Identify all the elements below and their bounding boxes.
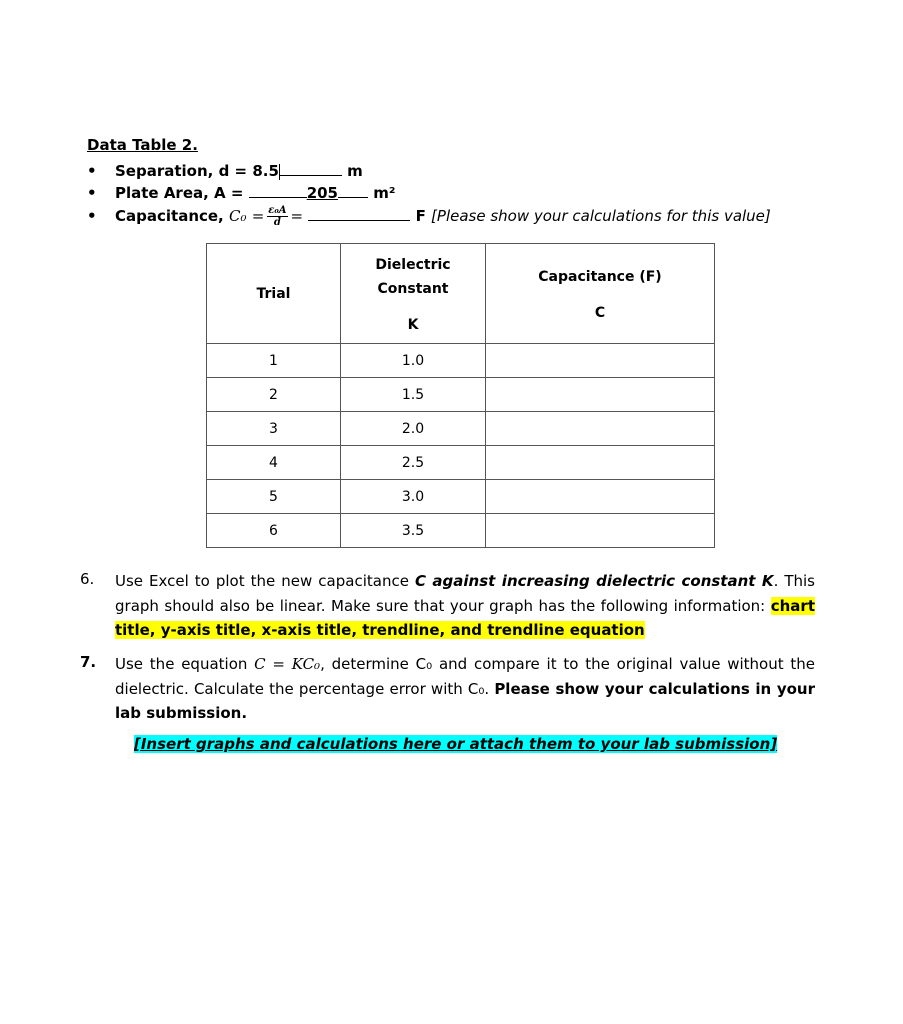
header-capacitance bbox=[486, 244, 715, 344]
table-row bbox=[207, 446, 715, 480]
header-dielectric-line1: Dielectric bbox=[375, 256, 451, 273]
trial-cell: 2 bbox=[207, 378, 341, 412]
formula-numerator: ε₀A bbox=[268, 205, 287, 216]
bullet-icon: • bbox=[87, 207, 97, 225]
q6-bold-phrase: C against increasing dielectric constant K bbox=[414, 572, 774, 590]
table-row bbox=[207, 344, 715, 378]
data-table bbox=[206, 243, 715, 548]
formula-fraction bbox=[267, 205, 287, 228]
k-cell: 1.5 bbox=[341, 378, 486, 412]
formula-denominator: d bbox=[273, 217, 281, 228]
capacitance-line bbox=[87, 205, 771, 228]
equals-sign-2: = bbox=[290, 207, 304, 225]
question-7-number: 7. bbox=[80, 653, 97, 671]
question-7-text bbox=[115, 652, 815, 726]
separation-label: Separation, d = 8.5 bbox=[115, 162, 279, 180]
capacitance-cell[interactable] bbox=[486, 514, 715, 548]
capacitance-blank[interactable] bbox=[308, 206, 410, 221]
capacitance-cell[interactable] bbox=[486, 344, 715, 378]
question-6-number: 6. bbox=[80, 570, 95, 588]
question-6-text bbox=[115, 569, 815, 643]
capacitance-cell[interactable] bbox=[486, 412, 715, 446]
trial-cell: 6 bbox=[207, 514, 341, 548]
q7-equation: C = KC₀ bbox=[254, 655, 321, 673]
separation-blank[interactable] bbox=[280, 161, 342, 176]
area-blank[interactable] bbox=[249, 183, 307, 198]
q6-text-a: Use Excel to plot the new capacitance bbox=[115, 572, 415, 590]
capacitance-cell[interactable] bbox=[486, 446, 715, 480]
table-row bbox=[207, 378, 715, 412]
insert-highlight: [Insert graphs and calculations here or attach them to your lab submission] bbox=[134, 735, 778, 753]
capacitance-unit: F bbox=[415, 207, 426, 225]
q7-text-a: Use the equation bbox=[115, 655, 255, 673]
trial-cell: 1 bbox=[207, 344, 341, 378]
k-cell: 2.5 bbox=[341, 446, 486, 480]
trial-cell: 5 bbox=[207, 480, 341, 514]
header-trial-label: Trial bbox=[256, 285, 291, 302]
trial-cell: 4 bbox=[207, 446, 341, 480]
table-row bbox=[207, 514, 715, 548]
table-header-row bbox=[207, 244, 715, 344]
header-dielectric-symbol: K bbox=[407, 316, 419, 333]
bullet-icon: • bbox=[87, 184, 97, 202]
capacitance-cell[interactable] bbox=[486, 480, 715, 514]
area-label: Plate Area, A = bbox=[115, 184, 244, 202]
area-blank-trailing[interactable] bbox=[338, 183, 368, 198]
capacitance-note: [Please show your calculations for this value] bbox=[431, 207, 771, 225]
capacitance-symbol: C₀ bbox=[228, 207, 247, 225]
separation-unit: m bbox=[347, 162, 363, 180]
table-row bbox=[207, 412, 715, 446]
k-cell: 3.5 bbox=[341, 514, 486, 548]
header-capacitance-label: Capacitance (F) bbox=[538, 268, 662, 285]
separation-line bbox=[87, 161, 363, 180]
area-line bbox=[87, 183, 395, 202]
insert-instruction bbox=[134, 735, 777, 753]
area-unit: m² bbox=[373, 184, 396, 202]
trial-cell: 3 bbox=[207, 412, 341, 446]
header-dielectric bbox=[341, 244, 486, 344]
area-value: 205 bbox=[306, 184, 338, 202]
capacitance-label: Capacitance, bbox=[115, 207, 229, 225]
bullet-icon: • bbox=[87, 162, 97, 180]
k-cell: 1.0 bbox=[341, 344, 486, 378]
q7-bold-instruction: Please show your calculations in your lab submission. bbox=[115, 679, 815, 722]
section-title: Data Table 2. bbox=[87, 136, 198, 154]
q6-highlight: chart title, y-axis title, x-axis title, trendline, and trendline equation bbox=[115, 596, 815, 639]
capacitance-cell[interactable] bbox=[486, 378, 715, 412]
header-trial bbox=[207, 244, 341, 344]
header-capacitance-symbol: C bbox=[594, 304, 606, 321]
k-cell: 2.0 bbox=[341, 412, 486, 446]
k-cell: 3.0 bbox=[341, 480, 486, 514]
equals-sign: = bbox=[251, 207, 265, 225]
q6-text-c: . This graph should also be linear. Make sure that your graph has the following information: bbox=[115, 572, 816, 615]
q7-text-b: , determine C₀ and compare it to the original value without the dielectric. Calculate the percentage error with C₀. bbox=[115, 655, 816, 698]
table-row bbox=[207, 480, 715, 514]
header-dielectric-line2: Constant bbox=[377, 280, 449, 297]
